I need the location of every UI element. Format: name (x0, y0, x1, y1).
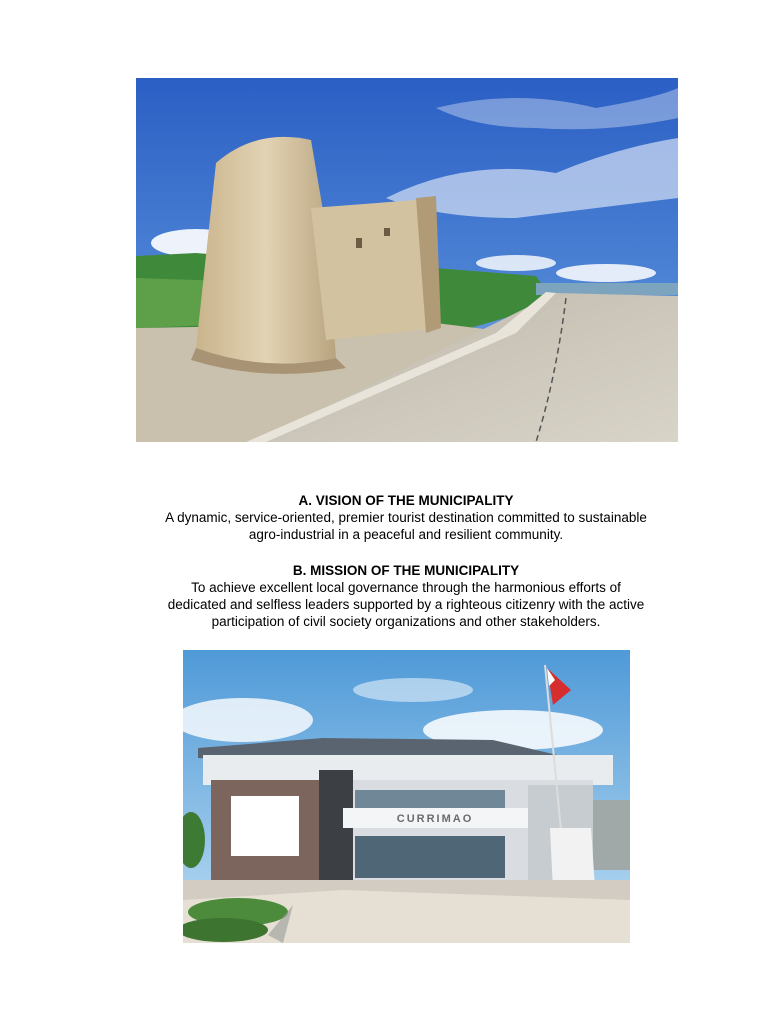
vision-title: A. VISION OF THE MUNICIPALITY (298, 493, 514, 508)
mission-title: B. MISSION OF THE MUNICIPALITY (292, 563, 520, 578)
watchtower-photo (136, 78, 678, 442)
municipal-hall-photo (183, 650, 630, 943)
vision-section (96, 492, 716, 543)
mission-section (96, 562, 716, 630)
mission-line: participation of civil society organizations and other stakeholders. (211, 614, 601, 629)
vision-line: agro-industrial in a peaceful and resilient community. (248, 527, 564, 542)
vision-line: A dynamic, service-oriented, premier tourist destination committed to sustainable (165, 510, 647, 525)
mission-line: dedicated and selfless leaders supported by a righteous citizenry with the active (167, 597, 645, 612)
mission-line: To achieve excellent local governance through the harmonious efforts of (191, 580, 621, 595)
hall-sign-text: CURRIMAO (396, 813, 474, 825)
